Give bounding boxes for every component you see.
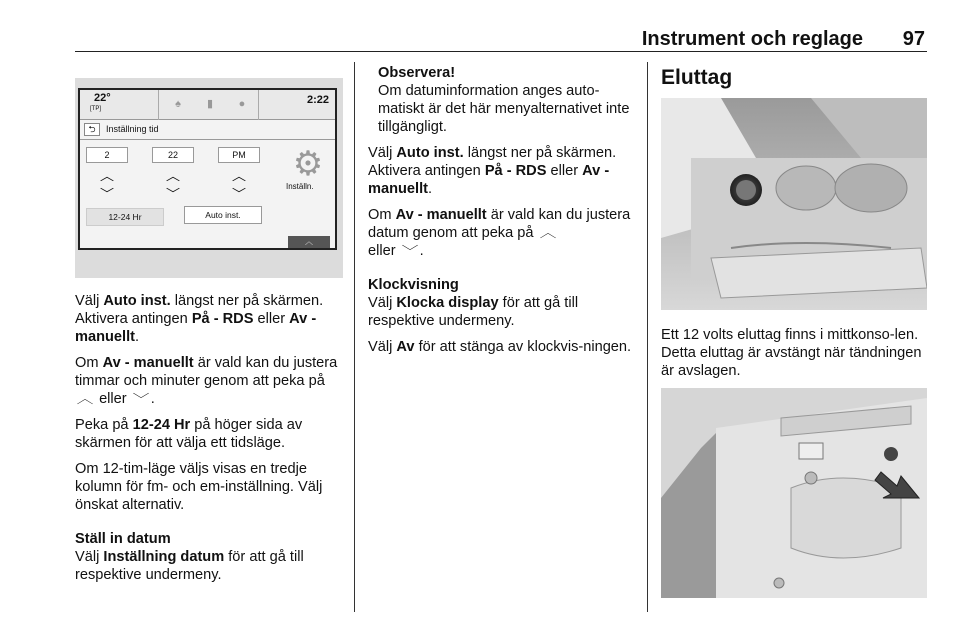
note-heading: Observera!: [378, 65, 456, 81]
paragraph: [368, 206, 634, 260]
eluttag-text: [661, 326, 927, 388]
text: är vald kan du justera datum genom att peka på: [368, 207, 631, 241]
rds-term: På - RDS: [484, 163, 547, 179]
minute-field: 22: [152, 147, 194, 163]
manual-term: Av - manuellt: [75, 311, 317, 345]
display-screen: [78, 88, 337, 250]
text: för att gå till respektive undermeny.: [368, 295, 579, 329]
chevron-up-icon: ︿: [76, 392, 94, 406]
text: är vald kan du justera timmar och minuter genom att peka på: [75, 355, 338, 389]
text: .: [419, 243, 424, 259]
temperature-readout: 22°: [94, 92, 111, 104]
auto-inst-term: Auto inst.: [103, 293, 171, 309]
text: Peka på: [75, 417, 133, 433]
section-heading: Ställ in datum: [75, 531, 171, 547]
display-screenshot: [75, 78, 343, 278]
chevron-down-icon: ﹀: [132, 392, 150, 406]
text: på höger sida av skärmen för att välja ett tidsläge.: [75, 417, 303, 451]
text: eller: [546, 163, 583, 179]
text: Om: [368, 207, 396, 223]
page-header: [75, 26, 927, 52]
screen-title: Inställning tid: [106, 124, 159, 134]
text: för att stänga av klockvis-ningen.: [414, 339, 632, 355]
chevron-up-icon: ︿: [539, 226, 556, 240]
text: Välj: [368, 295, 397, 311]
clock-readout: 2:22: [306, 94, 329, 106]
paragraph: [75, 354, 343, 408]
hour-up-icon[interactable]: ︿: [100, 172, 114, 182]
text: eller: [253, 311, 290, 327]
paragraph: [368, 294, 634, 330]
column-right: [661, 66, 927, 90]
manual-term: Av - manuellt: [368, 163, 610, 197]
note-box: [368, 64, 634, 136]
12-24-term: 12-24 Hr: [132, 417, 191, 433]
ampm-down-icon[interactable]: ﹀: [232, 188, 246, 198]
paragraph: [75, 292, 343, 346]
section-heading: Klockvisning: [368, 277, 459, 293]
text: Välj: [75, 293, 104, 309]
minute-up-icon[interactable]: ︿: [166, 172, 180, 182]
text: för att gå till respektive undermeny.: [75, 549, 304, 583]
text: .: [135, 329, 140, 345]
back-icon[interactable]: ⮌: [84, 123, 100, 136]
auto-inst-term: Auto inst.: [396, 145, 464, 161]
hour-down-icon[interactable]: ﹀: [100, 188, 114, 198]
text: Välj: [368, 145, 397, 161]
12-24-hr-button[interactable]: 12-24 Hr: [86, 208, 164, 226]
note-body: Om datuminformation anges auto-matiskt är det här menyalternativet inte tillgängligt.: [378, 83, 630, 135]
circle-icon[interactable]: ●: [238, 98, 246, 110]
text: .: [428, 181, 433, 197]
column-left: [75, 292, 343, 592]
topbar-divider: [158, 90, 159, 120]
screen-topbar: [80, 90, 335, 120]
ampm-up-icon[interactable]: ︿: [232, 172, 246, 182]
phone-icon[interactable]: ▮: [206, 98, 214, 110]
page-number: 97: [902, 28, 925, 50]
hour-field: 2: [86, 147, 128, 163]
manual-term: Av - manuellt: [102, 355, 194, 371]
off-term: Av: [396, 339, 415, 355]
paragraph: [75, 416, 343, 452]
auto-inst-button[interactable]: Auto inst.: [184, 206, 262, 224]
seat-icon[interactable]: ♠: [175, 98, 181, 110]
text: längst ner på skärmen. Aktivera antingen: [75, 293, 324, 327]
text: Om: [75, 355, 103, 371]
console-photo: [661, 98, 927, 310]
gear-icon[interactable]: ⚙: [292, 145, 324, 183]
column-divider: [354, 62, 355, 612]
text: eller: [368, 243, 400, 259]
text: längst ner på skärmen. Aktivera antingen: [368, 145, 617, 179]
paragraph: [368, 338, 634, 356]
screen-title-row: [80, 120, 335, 140]
settings-label: Inställn.: [286, 182, 314, 191]
text: .: [150, 391, 155, 407]
header-title: Instrument och reglage: [641, 28, 863, 50]
paragraph: [368, 144, 634, 198]
paragraph: Ett 12 volts eluttag finns i mittkonso-len. Detta eluttag är avstängt när tändningen är avslagen.: [661, 327, 922, 379]
column-middle: [368, 64, 634, 364]
paragraph: [75, 548, 343, 584]
trunk-socket-photo: [661, 388, 927, 598]
section-title: Eluttag: [661, 66, 733, 89]
collapse-button[interactable]: ︿: [288, 236, 330, 248]
ampm-field: PM: [218, 147, 260, 163]
text: Välj: [75, 549, 104, 565]
tp-label: [TP]: [90, 106, 102, 112]
paragraph: Om 12-tim-läge väljs visas en tredje kolumn för fm- och em-inställning. Välj önskat alternativ.: [75, 461, 323, 513]
text: eller: [95, 391, 131, 407]
manual-term: Av - manuellt: [395, 207, 487, 223]
rds-term: På - RDS: [191, 311, 254, 327]
column-divider: [647, 62, 648, 612]
text: Välj: [368, 339, 397, 355]
chevron-down-icon: ﹀: [401, 244, 419, 258]
clock-display-term: Klocka display: [396, 295, 499, 311]
date-setting-term: Inställning datum: [103, 549, 225, 565]
minute-down-icon[interactable]: ﹀: [166, 188, 180, 198]
topbar-divider: [258, 90, 259, 120]
